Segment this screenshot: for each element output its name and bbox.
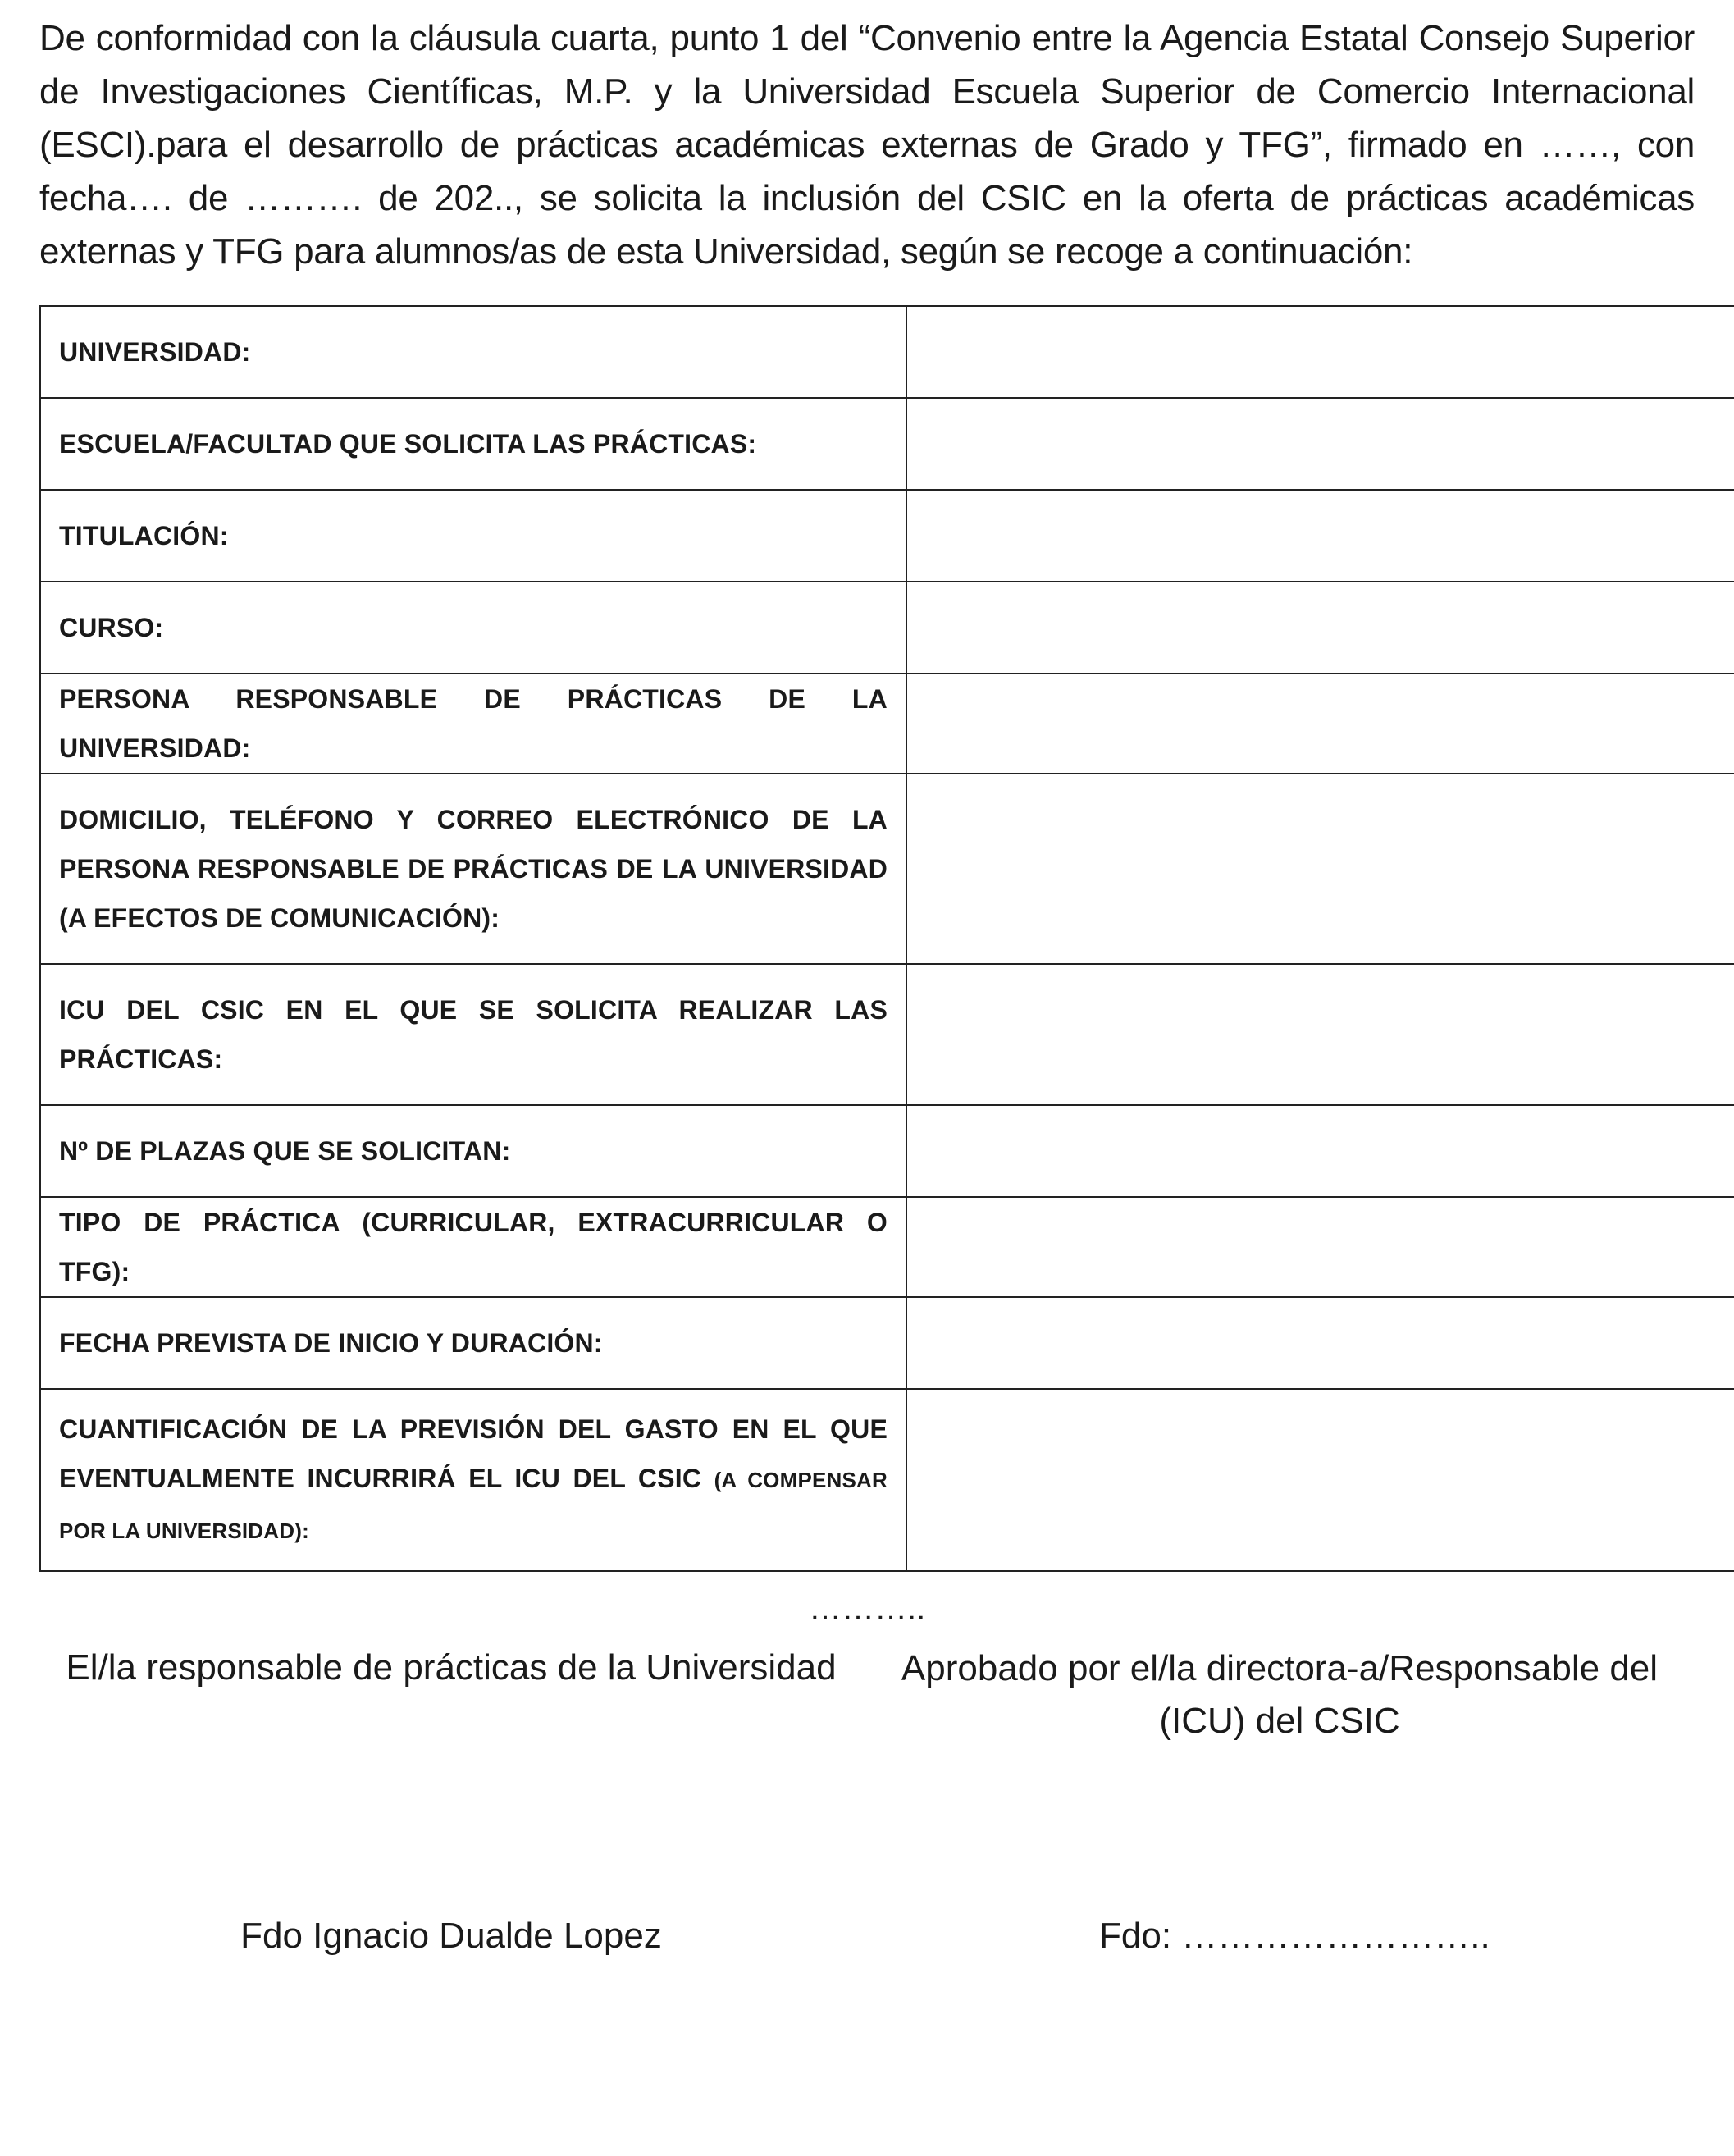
intro-paragraph: De conformidad con la cláusula cuarta, punto 1 del “Convenio entre la Agencia Estatal Consejo Superior de Investigaciones Científicas, M.P. y la Universidad Escuela Superior de Comercio Internacional (ESCI).para el desarrollo de prácticas académicas externas de Grado y TFG”, firmado en ……, con fecha…. de ………. de 202.., se solicita la inclusión del CSIC en la oferta de prácticas académicas externas y TFG para alumnos/as de esta Universidad, según se recoge a continuación: — [39, 18, 1695, 272]
table-row — [40, 774, 1734, 964]
cuantificacion-gasto-note: (A COMPENSAR POR LA UNIVERSIDAD): — [59, 1468, 888, 1543]
num-plazas-label: Nº DE PLAZAS QUE SE SOLICITAN: — [40, 1105, 906, 1197]
domicilio-contacto-label: DOMICILIO, TELÉFONO Y CORREO ELECTRÓNICO DE LA PERSONA RESPONSABLE DE PRÁCTICAS DE LA UNIVERSIDAD (A EFECTOS DE COMUNICACIÓN): — [40, 774, 906, 964]
titulacion-label: TITULACIÓN: — [40, 490, 906, 582]
persona-responsable-value[interactable] — [906, 674, 1734, 774]
icu-csic-value[interactable] — [906, 964, 1734, 1105]
place-date-dots: ……….. — [809, 1591, 926, 1627]
num-plazas-value[interactable] — [906, 1105, 1734, 1197]
university-signed-name: Fdo Ignacio Dualde Lopez — [240, 1916, 662, 1956]
table-row — [40, 1297, 1734, 1389]
persona-responsable-label: PERSONA RESPONSABLE DE PRÁCTICAS DE LA UNIVERSIDAD: — [40, 674, 906, 774]
domicilio-contacto-value[interactable] — [906, 774, 1734, 964]
table-row — [40, 1105, 1734, 1197]
table-row — [40, 398, 1734, 490]
table-row — [40, 1197, 1734, 1297]
table-row — [40, 490, 1734, 582]
table-row — [40, 674, 1734, 774]
escuela-facultad-label: ESCUELA/FACULTAD QUE SOLICITA LAS PRÁCTICAS: — [40, 398, 906, 490]
escuela-facultad-value[interactable] — [906, 398, 1734, 490]
csic-signed-name[interactable]: Fdo: …………………….. — [1099, 1916, 1490, 1956]
titulacion-value[interactable] — [906, 490, 1734, 582]
cuantificacion-gasto-main: CUANTIFICACIÓN DE LA PREVISIÓN DEL GASTO EN EL QUE EVENTUALMENTE INCURRIRÁ EL ICU DEL CSIC — [59, 1414, 888, 1493]
csic-signatory-title — [894, 1642, 1665, 1747]
curso-label: CURSO: — [40, 582, 906, 674]
universidad-label: UNIVERSIDAD: — [40, 306, 906, 398]
cuantificacion-gasto-value[interactable] — [906, 1389, 1734, 1571]
table-row — [40, 1389, 1734, 1571]
tipo-practica-label: TIPO DE PRÁCTICA (CURRICULAR, EXTRACURRICULAR O TFG): — [40, 1197, 906, 1297]
request-form-table — [39, 305, 1734, 1572]
csic-signatory-title-line2: (ICU) del CSIC — [1159, 1701, 1400, 1741]
tipo-practica-value[interactable] — [906, 1197, 1734, 1297]
table-row — [40, 582, 1734, 674]
fecha-prevista-value[interactable] — [906, 1297, 1734, 1389]
curso-value[interactable] — [906, 582, 1734, 674]
universidad-value[interactable] — [906, 306, 1734, 398]
table-row — [40, 964, 1734, 1105]
university-signatory-title: El/la responsable de prácticas de la Universidad — [66, 1647, 837, 1688]
icu-csic-label: ICU DEL CSIC EN EL QUE SE SOLICITA REALIZAR LAS PRÁCTICAS: — [40, 964, 906, 1105]
cuantificacion-gasto-label — [40, 1389, 906, 1571]
csic-signatory-title-line1: Aprobado por el/la directora-a/Responsable del — [901, 1648, 1659, 1688]
fecha-prevista-label: FECHA PREVISTA DE INICIO Y DURACIÓN: — [40, 1297, 906, 1389]
table-row — [40, 306, 1734, 398]
